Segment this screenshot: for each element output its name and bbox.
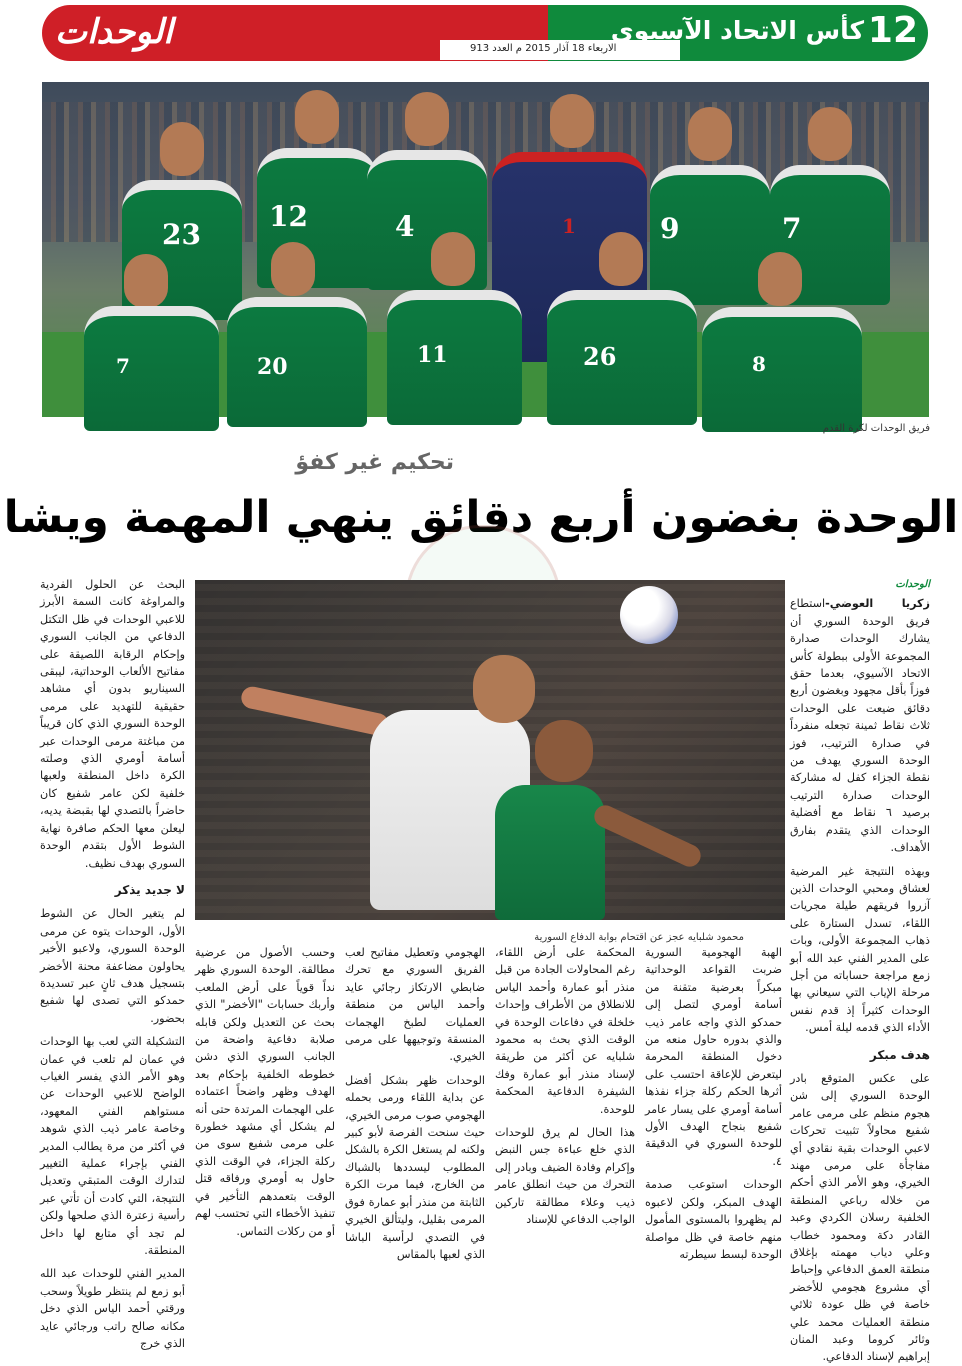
paragraph: الوحدات ظهر بشكل أفضل عن بداية اللقاء ورمى بحمله الهجومي صوب مرمى الخيري، حيث سنحت الفرصة لأبو كبير ولكنه لم يستغل الكرة بالشكل المطلوب ليسددها بالشباك من الخارج، فيما مرت الكرة الثابتة من منذر أبو عمارة فوق المرمى بقليل، وليتألق الخيري في التصدي لرأسية الباشا الذي لعبها بالمقاس — [345, 1073, 485, 1261]
paragraph: على عكس المتوقع بادر الوحدة السوري إلى شن هجوم منظم على مرمى عامر شفيع محاولاً تثبيت تحركات لاعبي الوحدات بقية نقادي أي مفاجأة على مرمى مهند الخيري، وهو الأمر الذي أحكم من خلاله رباعي المنطقة الخلفية رسلان الكردي وعبد القادر دكة ومحمود خطاب وعلي دياب مهمته بإغلاق منطقة العمق الدفاعي وإحباط أي مشروع هجومي للأخضر خاصة في ظل عودة ثلاثي منطقة العمليات محمد علي وثائر كروما وعبد المنان إبراهيم لإسناد الدفاعي. — [790, 1071, 930, 1364]
team-photo — [42, 82, 929, 417]
paragraph: هذا الحال لم يرق للوحدات الذي خلع عباءة جس النبض وإكرام وفادة الضيف وبادر إلى التحرك من حيث انطلق عامر ذيب وعلاء مطالقة تاركين الواجب الدفاعي للإسناد — [495, 1126, 635, 1227]
paragraph: الوحدات استوعب صدمة الهدف المبكر، ولكن لاعبوه لم يظهروا بالمستوى المأمول منهم خاصة في ظل مواصلة الوحدة لبسط سيطرته — [645, 1178, 782, 1261]
article-column-4 — [345, 944, 485, 1261]
player-head — [535, 720, 593, 782]
player-number: 7 — [782, 212, 802, 245]
paragraph: لم يتغير الحال عن الشوط الأول، الوحدات يتوه عن مرمى الوحدة السوري، ولاعبو الأخير يحاولون مضاعفة محنة الأخضر بتسجيل هدف ثانٍ عبر تسديدة حمدكو التي تصدى لها شفيع بحضور. — [40, 907, 185, 1025]
player-number: 23 — [162, 218, 201, 251]
player-head — [473, 655, 535, 723]
section-title: كأس الاتحاد الآسيوي — [610, 16, 864, 45]
player-number: 7 — [116, 354, 130, 378]
author-name: زكريا العوضي- — [825, 597, 930, 611]
brand-logo-text: الوحدات — [55, 12, 173, 52]
paragraph: استطاع فريق الوحدة السوري أن يشارك الوحدات صدارة المجموعة الأولى ببطولة كأس الاتحاد الآسيوي، بعدما حقق فوزاً بأقل مجهود وبغضون أربع دقائق ضيعت على الوحدات ثلاث نقاط ثمينة تجعله منفرداً في صدارة الترتيب، فوز الوحدة السوري يهدف من نقطة الجزاء كفل له مشاركة الوحدات صدارة الترتيب برصيد ٦ نقاط مع أفضلية الوحدات الذي يتقدم بفارق الأهداف. — [790, 597, 930, 855]
football — [620, 586, 678, 644]
article-column-2 — [645, 944, 782, 1261]
paragraph: وبهذه النتيجة غير المرضية لعشاق ومحبي الوحدات الذين آزروا فريقهم طيلة مجريات اللقاء، تسدل الستارة على ذهاب المجموعة الأولى، وبات على المدير الفني عبد الله أبو زمع مراجعة حساباته من أجل مرحلة الإياب التي سيعاني بها الوحدات كثيراً إذ قدم نفس الأداء الذي قدمه ليلة أمس. — [790, 864, 930, 1035]
player-green-kit — [495, 785, 605, 920]
team-photo-caption: فريق الوحدات لكرة القدم — [822, 423, 930, 434]
player-number: 1 — [562, 214, 576, 238]
article-column-1 — [790, 576, 930, 1364]
article-column-3 — [495, 944, 635, 1227]
paragraph: الهبة الهجومية السورية ضربت القواعد الوحداتية مبكراً بعرضية متقنة من أسامة أومري لتصل إلى حمدكو الذي واجه عامر ذيب والذي بدوره حاول منعه من دخول المنطقة المحرمة ليتعرض للإعاقة احتسب على أثرها الحكم ركلة جزاء نفذها أسامة أومري على يسار عامر شفيع بنجاح الهدف الأول للوحدة السوري في الدقيقة ٤. — [645, 946, 782, 1168]
subheading: لا جديد يذكر — [114, 882, 185, 897]
player-number: 12 — [269, 200, 308, 233]
player-number: 9 — [660, 212, 680, 245]
page-number: 12 — [867, 10, 918, 51]
paragraph: المدير الفني للوحدات عبد الله أبو زمع لم ينتظر طويلاً وسحب ورقتي أحمد الياس الذي دخل مكانه صالح راتب ورجائي عايد الذي خرج — [40, 1267, 185, 1351]
player-number: 20 — [257, 354, 288, 380]
paragraph: التشكيلة التي لعب بها الوحدات في عمان لم تلعب في عمان وهو الأمر الذي يفسر الغياب الواضح للاعبي الوحدات عن مستواهم الفني المعهود، وخاصة عامر ذيب الذي شوهد في أكثر من مرة يطالب المدير الفني بإجراء عملية التغيير لتدارك الوقت المتبقي وتعديل النتيجة، التي كادت أن تأتي عبر رأسية زعترة الذي صلحها ولكن لم تجد أي متابع لها داخل المنطقة. — [40, 1035, 185, 1258]
paragraph: الهجومي وتعطيل مفاتيح لعب الفريق السوري مع تحرك ضابطي الارتكاز رجائي عايد وأحمد الياس من منطقة العمليات لطبخ الهجمات المنسقة وتوجيهها على مرمى الخيري. — [345, 946, 485, 1064]
paragraph: المحكمة على أرض اللقاء، رغم المحاولات الجادة من قبل منذر أبو عمارة وأحمد الياس للانطلاق من الأطراف وإحداث خلخلة في دفاعات الوحدة في الوقت الذي بحث به محمود شلبايه عن أكثر من طريقة لإسناد منذر أبو عمارة وفك الشيفرة الدفاعية المحكمة للوحدة. — [495, 946, 635, 1116]
player-number: 11 — [417, 342, 448, 368]
subheading: هدف مبكر — [869, 1047, 930, 1062]
match-photo-caption: محمود شلبايه عجز عن اقتحام بوابة الدفاع السورية — [534, 932, 744, 943]
article-kicker: تحكيم غير كفؤ — [295, 450, 454, 475]
article-column-6 — [40, 576, 185, 1351]
player-number: 4 — [395, 210, 415, 243]
article-column-5 — [195, 944, 335, 1238]
paragraph: البحث عن الحلول الفردية والمراوغة كانت السمة الأبرز للاعبي الوحدات في ظل التكتل الدفاعي من الجانب السوري وإحكام الرقابة اللصيقة على مفاتيح الألعاب الوحداتية، ليبقى السيناريو بدون أي مشاهد حقيقية للتهديد على مرمى الوحدة السوري الذي كان قريباً من مباغتة مرمى الوحدات عبر أسامة أومري الذي وصلته الكرة داخل المنطقة ولعبها خلفية لكن عامر شفيع كان حاضراً بالتصدي لها بقبضة يديه، ليعلن معها الحكم صافرة نهاية الشوط الأول بتقدم الوحدة السوري بهدف نظيف. — [40, 578, 185, 870]
byline: الوحدات — [895, 579, 930, 590]
match-action-photo — [195, 580, 785, 920]
player-number: 8 — [752, 352, 766, 376]
article-headline: الوحدة بغضون أربع دقائق ينهي المهمة ويشا — [3, 492, 959, 543]
paragraph: وحسب الأصول من عرضية مطالقة. الوحدة السوري ظهر نداً قوياً على أرض الملعب وأربك حسابات "الأخضر" الذي بحث عن التعديل ولكن قابله صلابة دفاعية واضحة من الجانب السوري الذي دشن خطوطه الخلفية بإحكام بعد الهدف وظهر واضحاً اعتماده على الهجمات المرتدة حتى أنه لم يشكل أي مشهد خطورة على مرمى شفيع سوى من ركلة الجزاء، في الوقت الذي حاول به أومري ورفاقه قتل الوقت بتعمدهم التأخير في تنفيذ الأخطاء التي تحتسب لهم أو من ركلات التماس. — [195, 946, 335, 1238]
issue-line: الاربعاء 18 آذار 2015 م العدد 913 — [470, 43, 617, 54]
player-number: 26 — [583, 342, 617, 371]
